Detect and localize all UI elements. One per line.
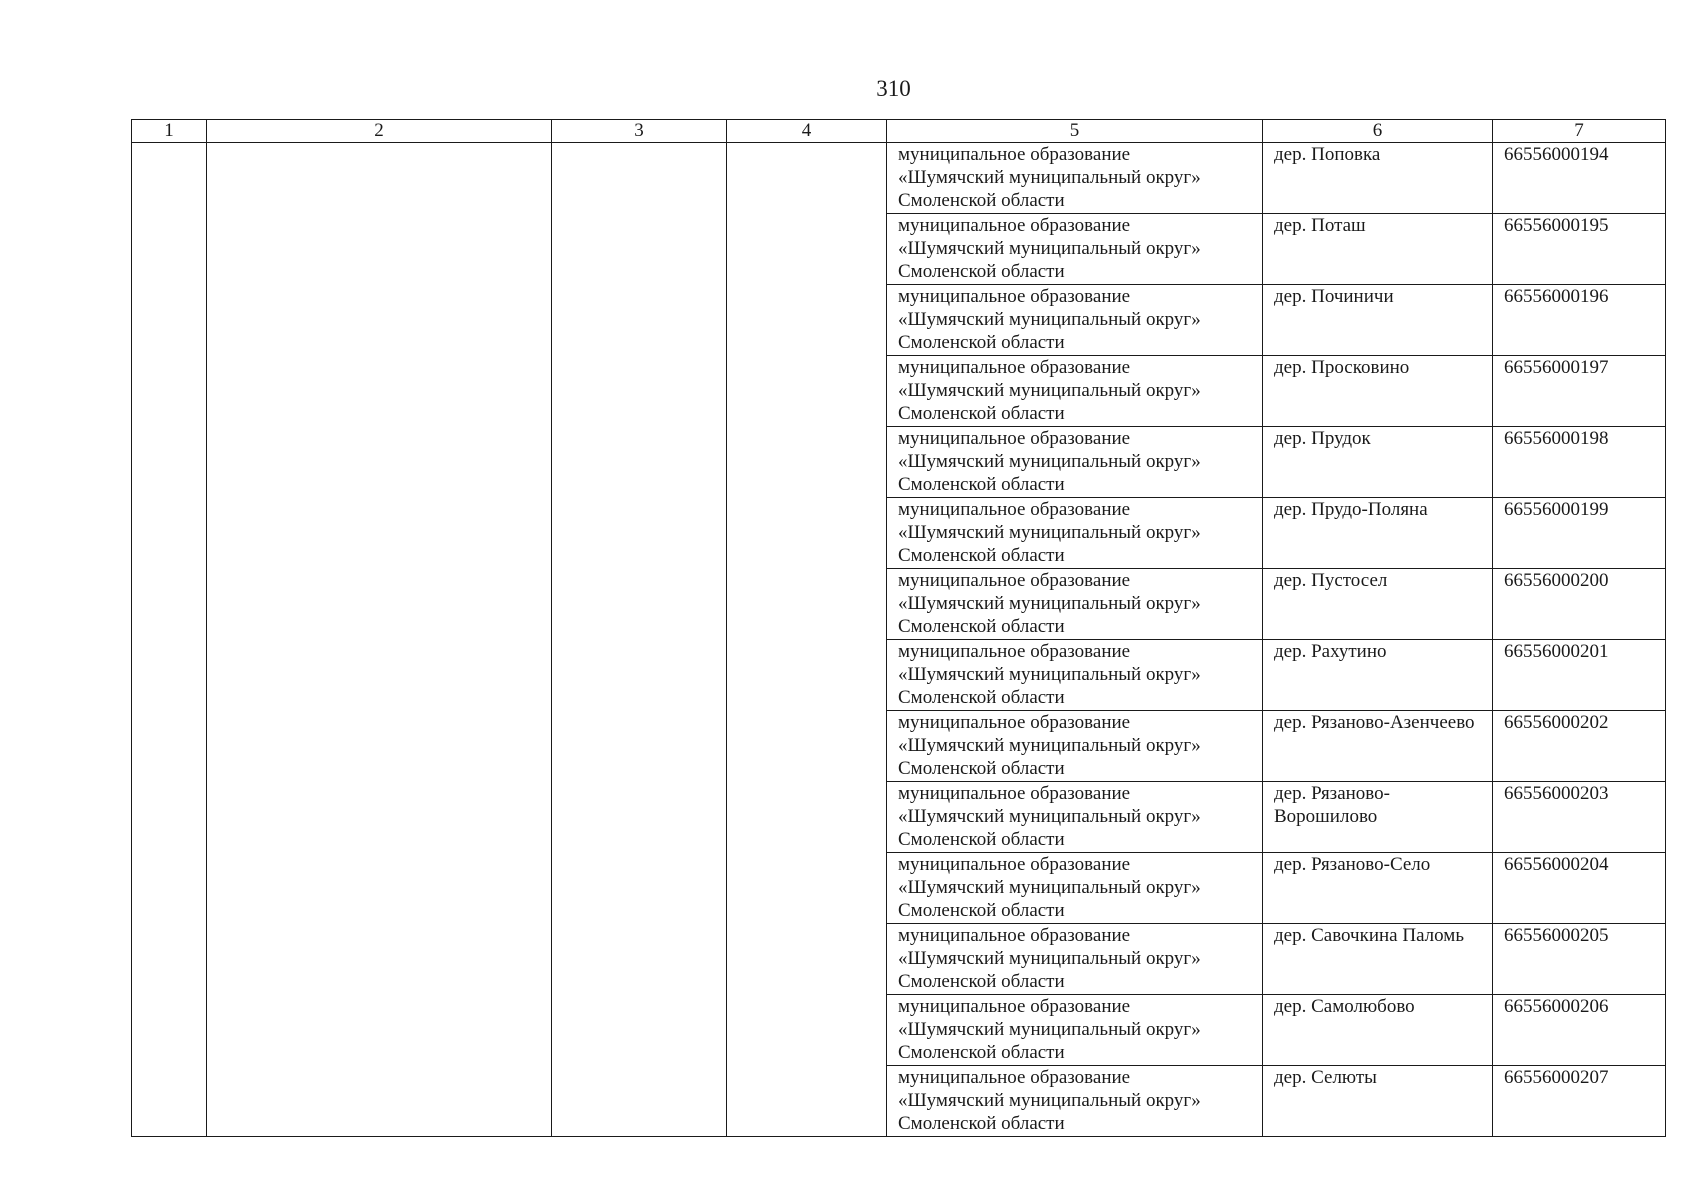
municipality-cell [887,498,1263,569]
municipality-line: «Шумячский муниципальный округ» [898,380,1201,401]
municipality-line: муниципальное образование [898,641,1131,662]
register-table [131,119,1666,1137]
municipality-line: муниципальное образование [898,1067,1131,1088]
municipality-line: Смоленской области [898,190,1065,211]
municipality-cell [887,995,1263,1066]
municipality-line: муниципальное образование [898,499,1131,520]
header-row [132,120,1666,143]
table-header [132,120,1666,143]
municipality-line: муниципальное образование [898,357,1131,378]
settlement-cell: дер. Поповка [1263,143,1493,214]
municipality-line: Смоленской области [898,403,1065,424]
code-cell: 66556000196 [1493,285,1666,356]
code-cell: 66556000201 [1493,640,1666,711]
municipality-line: муниципальное образование [898,712,1131,733]
municipality-line: Смоленской области [898,971,1065,992]
municipality-line: «Шумячский муниципальный округ» [898,167,1201,188]
column-header-4: 4 [727,120,887,143]
municipality-cell [887,143,1263,214]
municipality-cell [887,427,1263,498]
municipality-cell [887,1066,1263,1137]
municipality-line: «Шумячский муниципальный округ» [898,238,1201,259]
municipality-line: «Шумячский муниципальный округ» [898,806,1201,827]
municipality-line: Смоленской области [898,1042,1065,1063]
municipality-line: Смоленской области [898,261,1065,282]
municipality-line: муниципальное образование [898,570,1131,591]
column-header-2: 2 [207,120,552,143]
settlement-cell: дер. Селюты [1263,1066,1493,1137]
settlement-cell: дер. Прудок [1263,427,1493,498]
column-header-5: 5 [887,120,1263,143]
settlement-cell: дер. Поташ [1263,214,1493,285]
municipality-line: муниципальное образование [898,783,1131,804]
municipality-line: муниципальное образование [898,144,1131,165]
municipality-cell [887,782,1263,853]
page-number: 310 [876,76,911,101]
municipality-line: муниципальное образование [898,925,1131,946]
municipality-line: «Шумячский муниципальный округ» [898,522,1201,543]
municipality-line: муниципальное образование [898,428,1131,449]
column-header-1: 1 [132,120,207,143]
column-header-3: 3 [552,120,727,143]
settlement-cell: дер. Савочкина Паломь [1263,924,1493,995]
settlement-cell: дер. Починичи [1263,285,1493,356]
code-cell: 66556000199 [1493,498,1666,569]
municipality-cell [887,924,1263,995]
municipality-line: «Шумячский муниципальный округ» [898,451,1201,472]
table-body [132,143,1666,1137]
municipality-line: Смоленской области [898,900,1065,921]
municipality-line: Смоленской области [898,1113,1065,1134]
code-cell: 66556000197 [1493,356,1666,427]
municipality-line: Смоленской области [898,545,1065,566]
municipality-cell [887,569,1263,640]
code-cell: 66556000205 [1493,924,1666,995]
settlement-cell: дер. Прудо-Поляна [1263,498,1493,569]
municipality-line: «Шумячский муниципальный округ» [898,309,1201,330]
municipality-line: «Шумячский муниципальный округ» [898,735,1201,756]
code-cell: 66556000198 [1493,427,1666,498]
code-cell: 66556000200 [1493,569,1666,640]
empty-cell-col-2 [207,143,552,1137]
municipality-cell [887,356,1263,427]
code-cell: 66556000206 [1493,995,1666,1066]
code-cell: 66556000204 [1493,853,1666,924]
column-header-7: 7 [1493,120,1666,143]
municipality-cell [887,711,1263,782]
settlement-cell: дер. Самолюбово [1263,995,1493,1066]
settlement-cell: дер. Рязаново-Азенчеево [1263,711,1493,782]
municipality-line: муниципальное образование [898,854,1131,875]
settlement-cell: дер. Рязаново-Ворошилово [1263,782,1493,853]
municipality-line: Смоленской области [898,616,1065,637]
municipality-line: Смоленской области [898,829,1065,850]
municipality-line: «Шумячский муниципальный округ» [898,877,1201,898]
table-row [132,143,1666,214]
municipality-cell [887,640,1263,711]
municipality-line: Смоленской области [898,474,1065,495]
municipality-line: муниципальное образование [898,996,1131,1017]
settlement-cell: дер. Рахутино [1263,640,1493,711]
code-cell: 66556000195 [1493,214,1666,285]
municipality-cell [887,853,1263,924]
municipality-line: Смоленской области [898,758,1065,779]
settlement-cell: дер. Рязаново-Село [1263,853,1493,924]
municipality-cell [887,285,1263,356]
municipality-line: «Шумячский муниципальный округ» [898,593,1201,614]
code-cell: 66556000194 [1493,143,1666,214]
settlement-cell: дер. Просковино [1263,356,1493,427]
code-cell: 66556000202 [1493,711,1666,782]
empty-cell-col-1 [132,143,207,1137]
municipality-line: «Шумячский муниципальный округ» [898,948,1201,969]
municipality-line: Смоленской области [898,687,1065,708]
column-header-6: 6 [1263,120,1493,143]
municipality-line: Смоленской области [898,332,1065,353]
settlement-cell: дер. Пустосел [1263,569,1493,640]
municipality-cell [887,214,1263,285]
empty-cell-col-4 [727,143,887,1137]
municipality-line: «Шумячский муниципальный округ» [898,664,1201,685]
municipality-line: «Шумячский муниципальный округ» [898,1019,1201,1040]
empty-cell-col-3 [552,143,727,1137]
municipality-line: «Шумячский муниципальный округ» [898,1090,1201,1111]
code-cell: 66556000203 [1493,782,1666,853]
municipality-line: муниципальное образование [898,215,1131,236]
municipality-line: муниципальное образование [898,286,1131,307]
code-cell: 66556000207 [1493,1066,1666,1137]
